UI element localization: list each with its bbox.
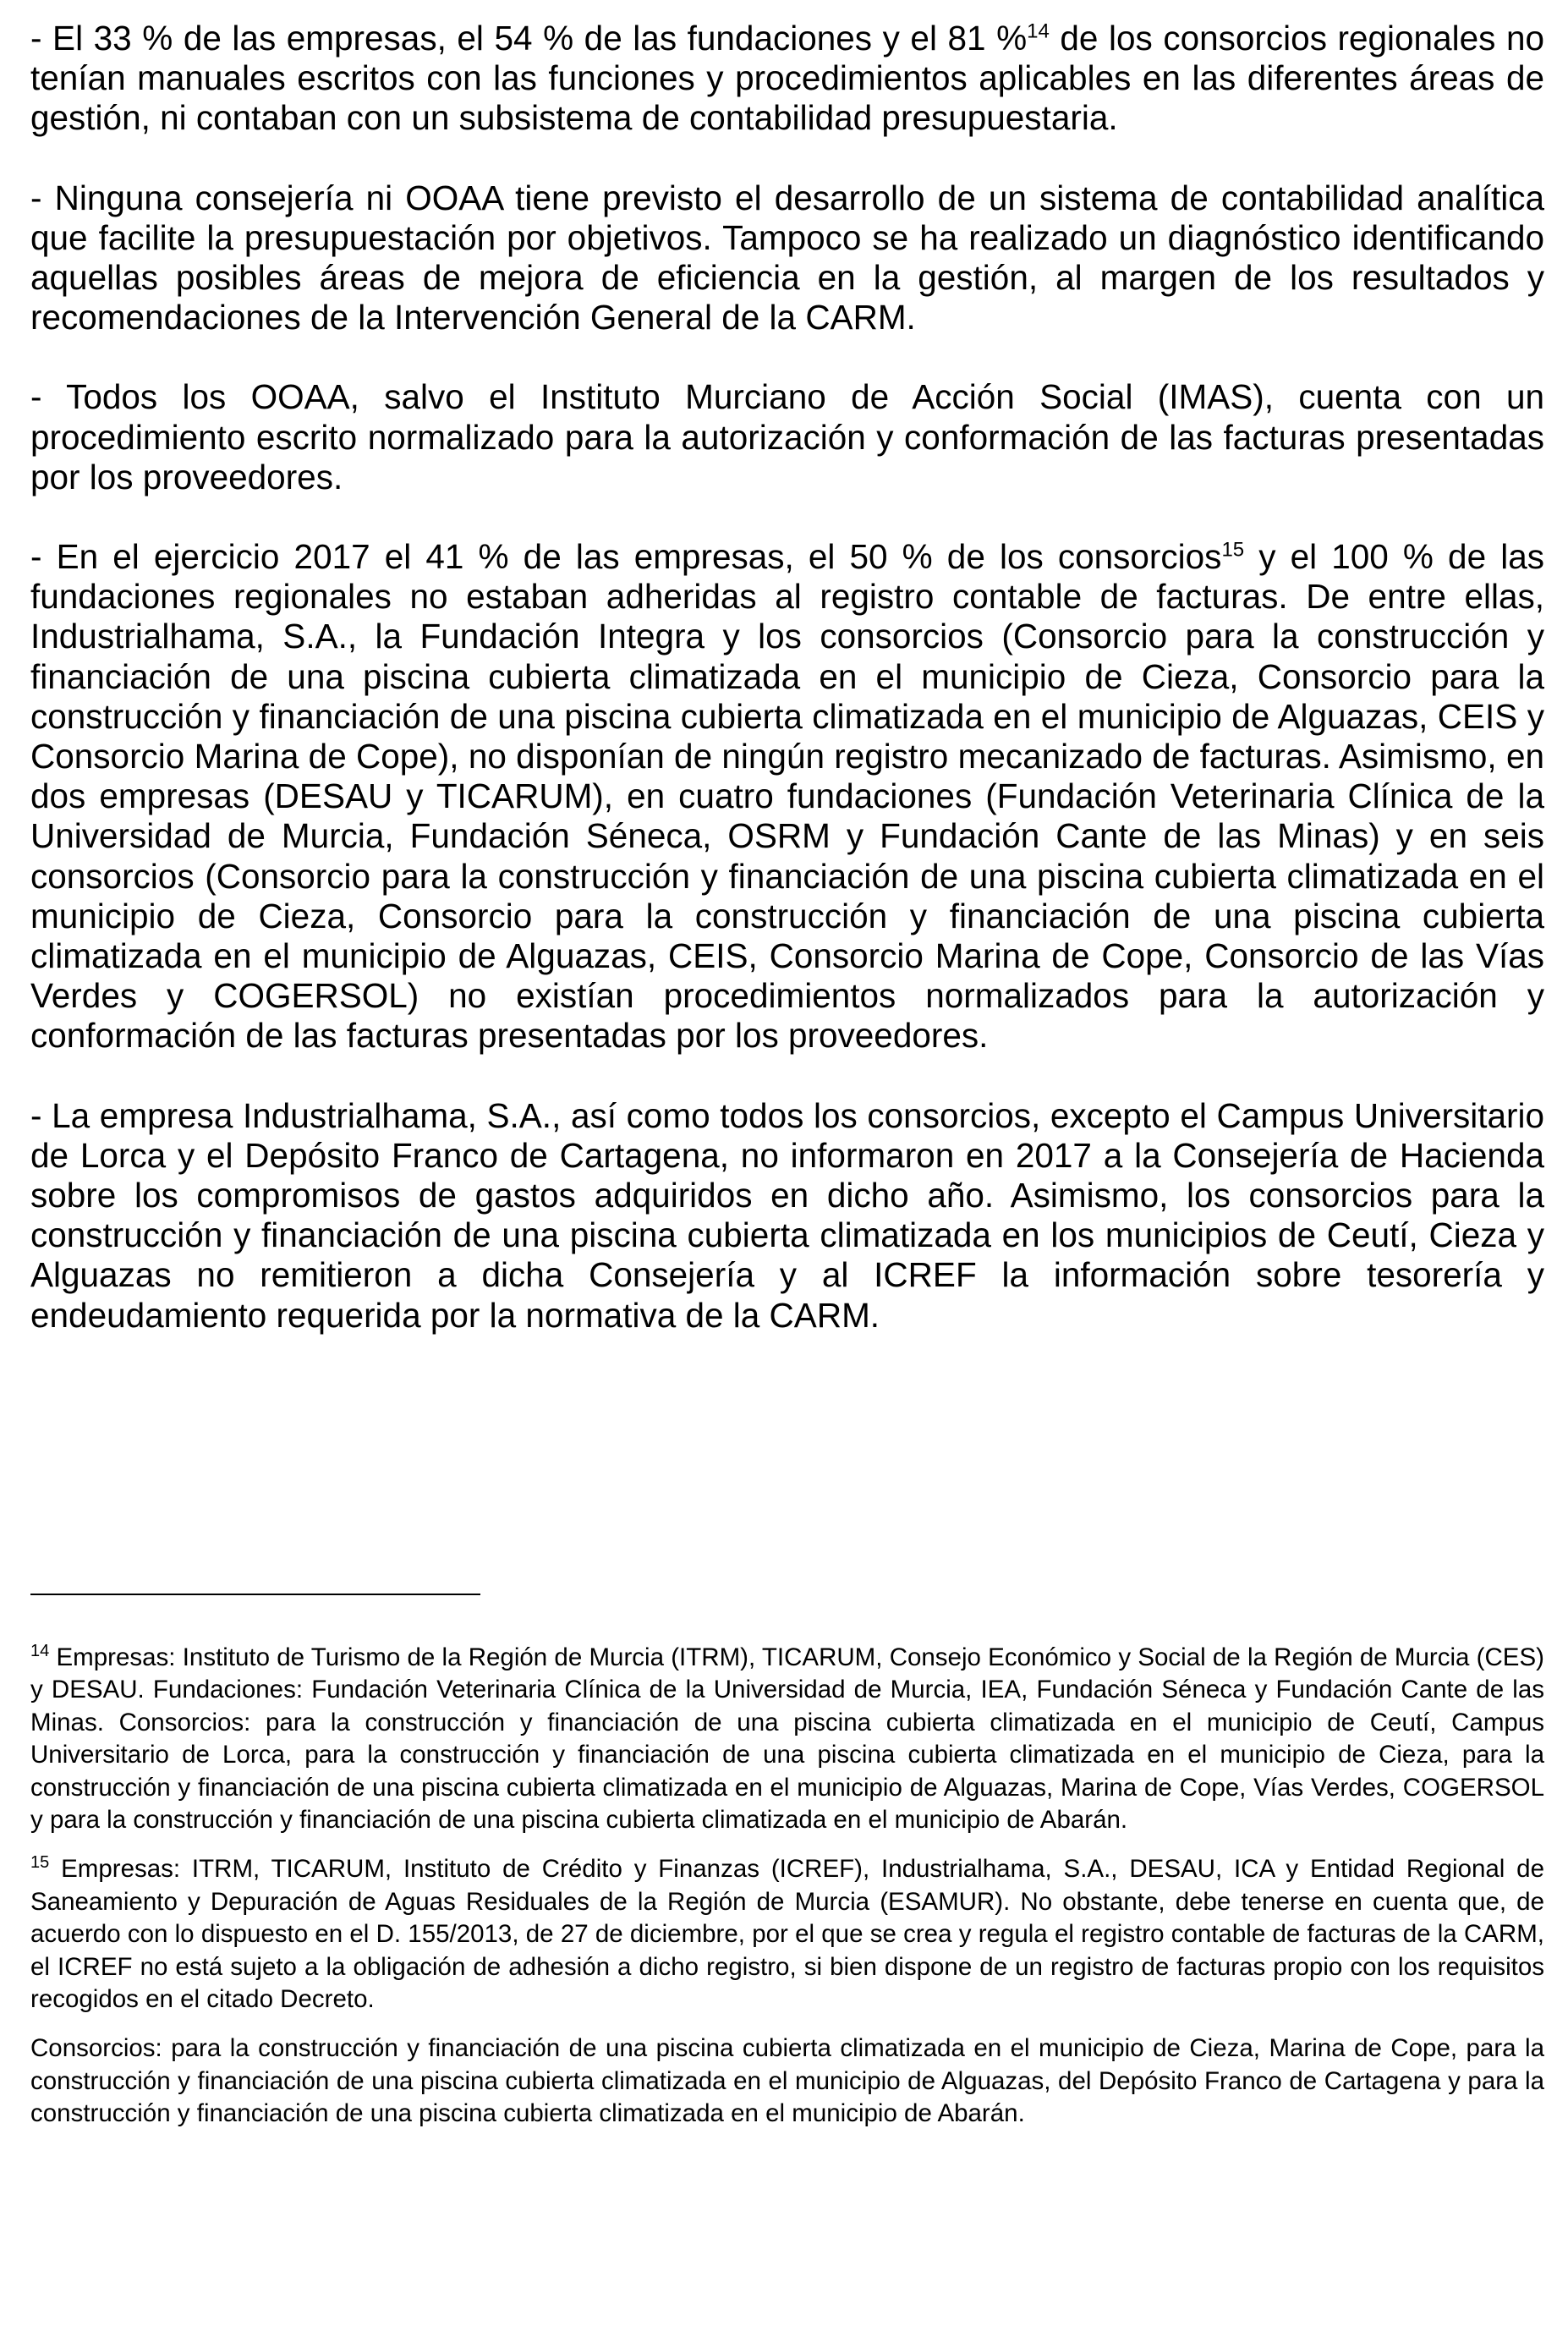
footnote-14: $^{14}$ Empresas: Instituto de Turismo de la Región de Murcia (ITRM), TICARUM, Consejo Económico y Social de la Región de Murcia (CES) y DESAU. Fundaciones: Fundación Veterinaria Clínica de la Universidad de Murcia, IEA, Fundación Séneca y Fundación Cante de las Minas. Consorcios: para la construcción y financiación de una piscina cubierta climatizada en el municipio de Ceutí, Campus Universitario de Lorca, para la construcción y financiación de una piscina cubierta climatizada en el municipio de Cieza, para la construcción y financiación de una piscina cubierta climatizada en el municipio de Alguazas, Marina de Cope, Vías Verdes, COGERSOL y para la construcción y financiación de una piscina cubierta climatizada en el municipio de Abarán. <box>30 1642 1544 1835</box>
footnote-mark: 15 <box>30 1853 50 1873</box>
paragraph-manuales: - El 33 % de las empresas, el 54 % de las fundaciones y el 81 %$^{14}$ de los consorcios regionales no tenían manuales escritos con las funciones y procedimientos aplicables en las diferentes áreas de gestión, ni contaban con un subsistema de contabilidad presupuestaria. <box>30 19 1544 138</box>
footnote-mark: 14 <box>30 1642 50 1661</box>
footnote-15: $^{15}$ Empresas: ITRM, TICARUM, Instituto de Crédito y Finanzas (ICREF), Industrialhama, S.A., DESAU, ICA y Entidad Regional de Saneamiento y Depuración de Aguas Residuales de la Región de Murcia (ESAMUR). No obstante, debe tenerse en cuenta que, de acuerdo con lo dispuesto en el D. 155/2013, de 27 de diciembre, por el que se crea y regula el registro contable de facturas de la CARM, el ICREF no está sujeto a la obligación de adhesión a dicho registro, si bien dispone de un registro de facturas propio con los requisitos recogidos en el citado Decreto. <box>30 1853 1544 2014</box>
paragraph-ooaa-facturas: - Todos los OOAA, salvo el Instituto Murciano de Acción Social (IMAS), cuenta con un procedimiento escrito normalizado para la autorización y conformación de las facturas presentadas por los proveedores. <box>30 377 1544 496</box>
footnote-separator <box>30 1594 480 1595</box>
paragraph-registro-facturas: - En el ejercicio 2017 el 41 % de las empresas, el 50 % de los consorcios$^{15}$ y el 100 % de las fundaciones regionales no estaban adheridas al registro contable de facturas. De entre ellas, Industrialhama, S.A., la Fundación Integra y los consorcios (Consorcio para la construcción y financiación de una piscina cubierta climatizada en el municipio de Cieza, Consorcio para la construcción y financiación de una piscina cubierta climatizada en el municipio de Alguazas, CEIS y Consorcio Marina de Cope), no disponían de ningún registro mecanizado de facturas. Asimismo, en dos empresas (DESAU y TICARUM), en cuatro fundaciones (Fundación Veterinaria Clínica de la Universidad de Murcia, Fundación Séneca, OSRM y Fundación Cante de las Minas) y en seis consorcios (Consorcio para la construcción y financiación de una piscina cubierta climatizada en el municipio de Cieza, Consorcio para la construcción y financiación de una piscina cubierta climatizada en el municipio de Alguazas, CEIS, Consorcio Marina de Cope, Consorcio de las Vías Verdes y COGERSOL) no existían procedimientos normalizados para la autorización y conformación de las facturas presentadas por los proveedores. <box>30 537 1544 1056</box>
footnote-15-continued: Consorcios: para la construcción y financiación de una piscina cubierta climatizada en el municipio de Cieza, Marina de Cope, para la construcción y financiación de una piscina cubierta climatizada en el municipio de Alguazas, del Depósito Franco de Cartagena y para la construcción y financiación de una piscina cubierta climatizada en el municipio de Abarán. <box>30 2034 1544 2128</box>
paragraph-contabilidad-analitica: - Ninguna consejería ni OOAA tiene previsto el desarrollo de un sistema de contabilidad analítica que facilite la presupuestación por objetivos. Tampoco se ha realizado un diagnóstico identificando aquellas posibles áreas de mejora de eficiencia en la gestión, al margen de los resultados y recomendaciones de la Intervención General de la CARM. <box>30 178 1544 337</box>
main-text <box>30 19 1544 1375</box>
paragraph-compromisos-gastos: - La empresa Industrialhama, S.A., así como todos los consorcios, excepto el Campus Universitario de Lorca y el Depósito Franco de Cartagena, no informaron en 2017 a la Consejería de Hacienda sobre los compromisos de gastos adquiridos en dicho año. Asimismo, los consorcios para la construcción y financiación de una piscina cubierta climatizada en los municipios de Ceutí, Cieza y Alguazas no remitieron a dicha Consejería y al ICREF la información sobre tesorería y endeudamiento requerida por la normativa de la CARM. <box>30 1095 1544 1335</box>
footnote-ref-14[interactable]: 14 <box>1027 19 1050 43</box>
footnote-ref-15[interactable]: 15 <box>1221 538 1245 562</box>
footnotes <box>30 1642 1544 2148</box>
